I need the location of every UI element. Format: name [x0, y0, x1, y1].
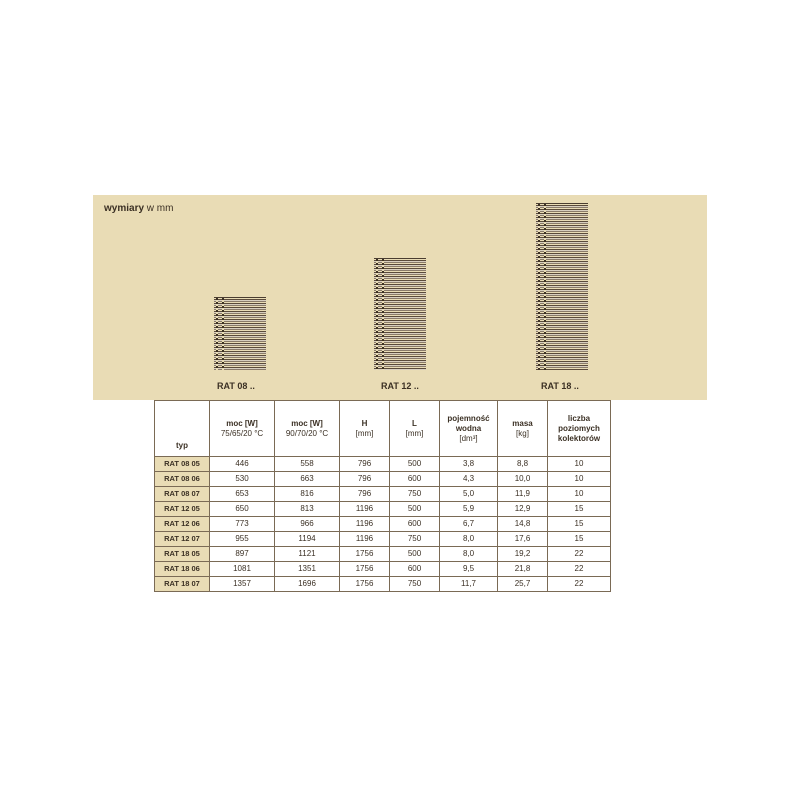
table-cell: 1196 — [340, 502, 390, 517]
radiator-rat12-label: RAT 12 .. — [381, 381, 419, 391]
table-row — [155, 502, 611, 517]
table-cell: 446 — [210, 457, 275, 472]
table-cell: 813 — [275, 502, 340, 517]
panel-title-unit: w mm — [144, 203, 174, 214]
panel-title-bold: wymiary — [104, 203, 145, 214]
table-cell: 10 — [548, 487, 611, 502]
table-cell: 558 — [275, 457, 340, 472]
table-cell: 25,7 — [498, 577, 548, 592]
panel-title — [104, 203, 173, 214]
table-cell: 500 — [390, 502, 440, 517]
table-cell: 530 — [210, 472, 275, 487]
table-cell: 19,2 — [498, 547, 548, 562]
spec-table — [154, 400, 611, 592]
header-h: H [mm] — [340, 401, 390, 457]
table-cell: 17,6 — [498, 532, 548, 547]
table-row — [155, 472, 611, 487]
table-cell: 750 — [390, 577, 440, 592]
table-cell: 22 — [548, 577, 611, 592]
row-type-cell: RAT 18 05 — [155, 547, 210, 562]
table-cell: 21,8 — [498, 562, 548, 577]
table-cell: 1081 — [210, 562, 275, 577]
table-cell: 22 — [548, 562, 611, 577]
table-cell: 897 — [210, 547, 275, 562]
row-type-cell: RAT 18 07 — [155, 577, 210, 592]
table-row — [155, 562, 611, 577]
table-cell: 9,5 — [440, 562, 498, 577]
table-cell: 750 — [390, 487, 440, 502]
row-type-cell: RAT 12 06 — [155, 517, 210, 532]
row-type-cell: RAT 12 07 — [155, 532, 210, 547]
table-cell: 10 — [548, 472, 611, 487]
radiator-rat08-illustration — [214, 297, 266, 370]
radiator-rat08-label: RAT 08 .. — [217, 381, 255, 391]
row-type-cell: RAT 18 06 — [155, 562, 210, 577]
table-cell: 1357 — [210, 577, 275, 592]
header-moc-75: moc [W] 75/65/20 °C — [210, 401, 275, 457]
table-cell: 500 — [390, 547, 440, 562]
table-cell: 8,0 — [440, 532, 498, 547]
table-row — [155, 532, 611, 547]
table-cell: 11,7 — [440, 577, 498, 592]
table-header-row — [155, 401, 611, 457]
table-cell: 650 — [210, 502, 275, 517]
table-cell: 1196 — [340, 532, 390, 547]
table-cell: 966 — [275, 517, 340, 532]
table-cell: 663 — [275, 472, 340, 487]
table-cell: 10 — [548, 457, 611, 472]
table-cell: 3,8 — [440, 457, 498, 472]
table-cell: 750 — [390, 532, 440, 547]
table-cell: 12,9 — [498, 502, 548, 517]
header-masa: masa [kg] — [498, 401, 548, 457]
table-cell: 1696 — [275, 577, 340, 592]
table-cell: 15 — [548, 502, 611, 517]
table-cell: 15 — [548, 532, 611, 547]
table-cell: 1756 — [340, 547, 390, 562]
table-cell: 796 — [340, 457, 390, 472]
table-cell: 10,0 — [498, 472, 548, 487]
radiator-rat18-label: RAT 18 .. — [541, 381, 579, 391]
table-cell: 1756 — [340, 577, 390, 592]
row-type-cell: RAT 08 07 — [155, 487, 210, 502]
table-cell: 600 — [390, 562, 440, 577]
table-row — [155, 547, 611, 562]
table-cell: 796 — [340, 487, 390, 502]
table-cell: 8,0 — [440, 547, 498, 562]
table-cell: 600 — [390, 472, 440, 487]
dimensions-panel — [93, 195, 707, 400]
row-type-cell: RAT 08 05 — [155, 457, 210, 472]
table-cell: 22 — [548, 547, 611, 562]
table-cell: 6,7 — [440, 517, 498, 532]
radiator-rat12-illustration — [374, 258, 426, 370]
table-cell: 8,8 — [498, 457, 548, 472]
header-moc-90: moc [W] 90/70/20 °C — [275, 401, 340, 457]
table-cell: 955 — [210, 532, 275, 547]
table-cell: 500 — [390, 457, 440, 472]
table-cell: 1121 — [275, 547, 340, 562]
table-row — [155, 517, 611, 532]
table-cell: 1351 — [275, 562, 340, 577]
radiator-rat18-illustration — [536, 203, 588, 370]
header-pojemnosc: pojemność wodna [dm³] — [440, 401, 498, 457]
table-cell: 600 — [390, 517, 440, 532]
table-cell: 1194 — [275, 532, 340, 547]
table-cell: 5,9 — [440, 502, 498, 517]
table-cell: 773 — [210, 517, 275, 532]
row-type-cell: RAT 12 05 — [155, 502, 210, 517]
table-row — [155, 577, 611, 592]
table-cell: 4,3 — [440, 472, 498, 487]
table-cell: 11,9 — [498, 487, 548, 502]
table-cell: 653 — [210, 487, 275, 502]
table-cell: 14,8 — [498, 517, 548, 532]
table-cell: 5,0 — [440, 487, 498, 502]
table-row — [155, 457, 611, 472]
table-body — [155, 457, 611, 592]
table-row — [155, 487, 611, 502]
table-cell: 1756 — [340, 562, 390, 577]
header-liczba: liczba poziomych kolektorów — [548, 401, 611, 457]
row-type-cell: RAT 08 06 — [155, 472, 210, 487]
header-typ: typ — [155, 401, 210, 457]
table-cell: 15 — [548, 517, 611, 532]
table-cell: 1196 — [340, 517, 390, 532]
header-l: L [mm] — [390, 401, 440, 457]
table-cell: 816 — [275, 487, 340, 502]
table-cell: 796 — [340, 472, 390, 487]
